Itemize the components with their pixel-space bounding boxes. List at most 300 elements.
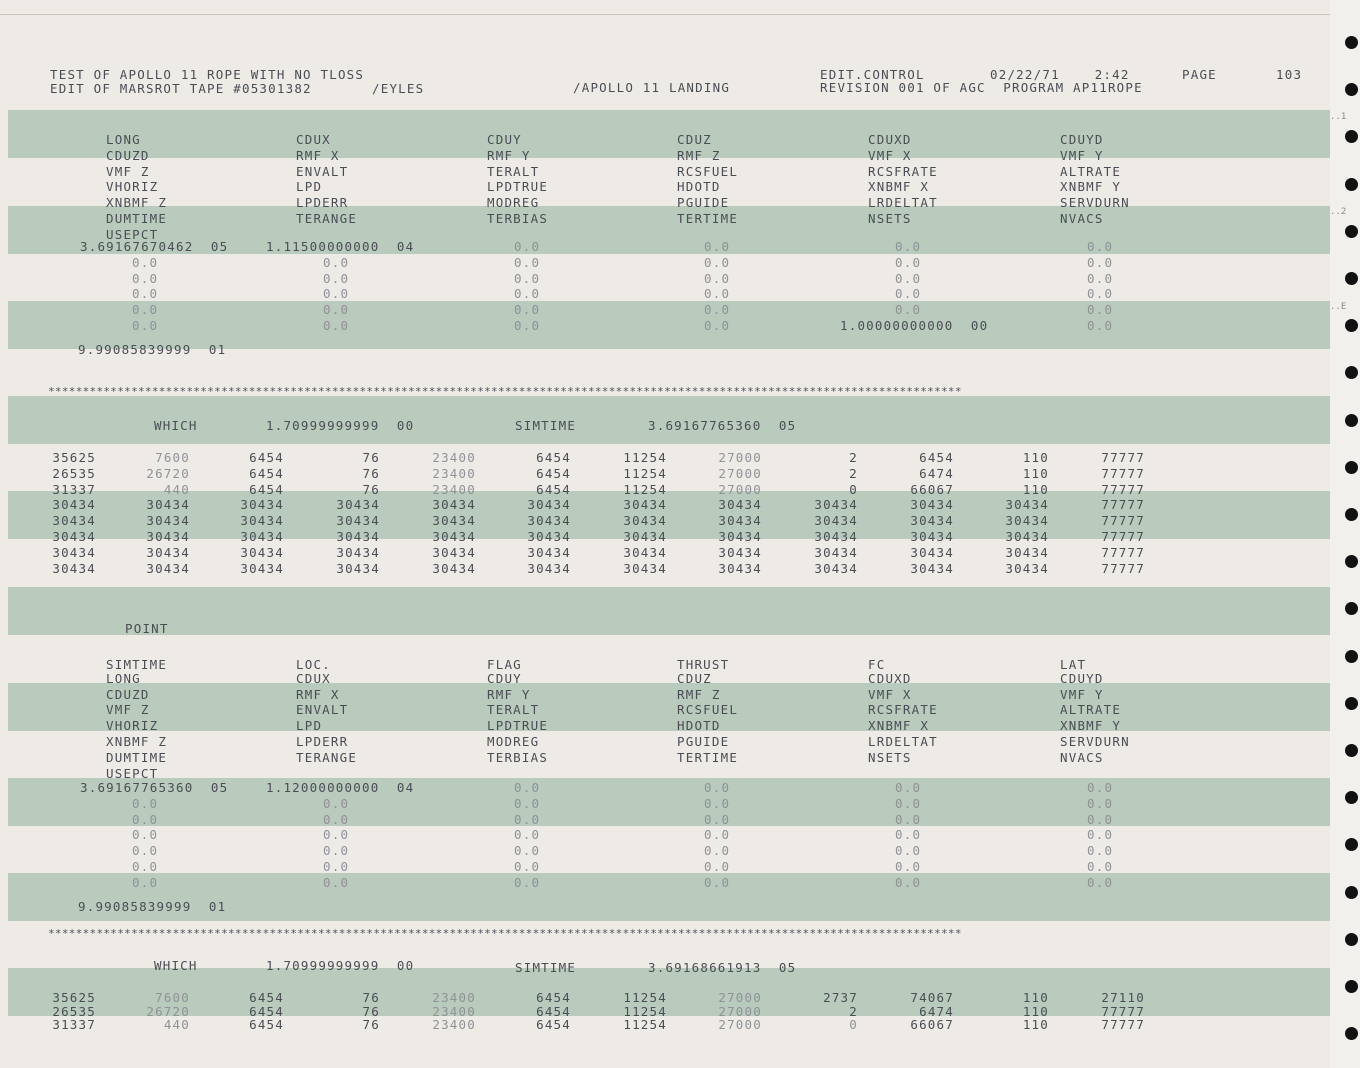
dump-cell: 30434 bbox=[718, 513, 762, 529]
field-label: LONG bbox=[106, 132, 141, 147]
dump-cell: 30434 bbox=[336, 497, 380, 513]
dump-cell: 30434 bbox=[623, 497, 667, 513]
dump-cell: 440 bbox=[163, 1017, 190, 1032]
field-label: PGUIDE bbox=[677, 734, 730, 749]
sprocket-hole bbox=[1345, 414, 1358, 427]
dump-cell: 30434 bbox=[52, 529, 96, 544]
dump-cell: 110 bbox=[1022, 1017, 1049, 1032]
dump-cell: 23400 bbox=[432, 1017, 476, 1032]
sprocket-hole bbox=[1345, 602, 1358, 615]
dump-cell: 23400 bbox=[432, 450, 476, 465]
field-label: VMF Z bbox=[106, 702, 150, 718]
dump-cell: 77777 bbox=[1101, 529, 1145, 544]
dump-cell: 6454 bbox=[536, 481, 571, 497]
field-label: LRDELTAT bbox=[868, 734, 938, 749]
dump-cell: 30434 bbox=[910, 544, 954, 560]
field-label: LONG bbox=[106, 670, 141, 686]
field-value: 0.0 bbox=[323, 302, 350, 318]
field-value: 0.0 bbox=[704, 843, 731, 859]
dump-cell: 30434 bbox=[527, 513, 571, 529]
dump-cell: 30434 bbox=[623, 513, 667, 529]
field-value: 0.0 bbox=[514, 811, 541, 827]
dump-cell: 76 bbox=[362, 450, 380, 465]
field-value: 0.0 bbox=[132, 270, 159, 286]
field-label: XNBMF X bbox=[868, 718, 930, 734]
field-label: CDUZ bbox=[677, 670, 712, 686]
sprocket-hole bbox=[1345, 225, 1358, 238]
dump-cell: 6454 bbox=[249, 990, 284, 1005]
field-label: ENVALT bbox=[296, 163, 349, 179]
field-label: XNBMF Y bbox=[1060, 718, 1122, 734]
dump-cell: 110 bbox=[1022, 465, 1049, 481]
dump-cell: 76 bbox=[362, 990, 380, 1005]
dump-cell: 77777 bbox=[1101, 450, 1145, 465]
header-page-number: 103 bbox=[1276, 67, 1303, 82]
field-label: RMF X bbox=[296, 686, 340, 702]
dump-cell: 6454 bbox=[536, 465, 571, 481]
dump-cell: 110 bbox=[1022, 450, 1049, 465]
simtime-value: 3.69167765360 05 bbox=[648, 418, 797, 433]
sprocket-hole bbox=[1345, 980, 1358, 993]
which-label: WHICH bbox=[154, 418, 198, 433]
dump-cell: 77777 bbox=[1101, 465, 1145, 481]
dump-cell: 30434 bbox=[623, 529, 667, 544]
field-value: 0.0 bbox=[704, 874, 731, 890]
dump-cell: 23400 bbox=[432, 481, 476, 497]
dump-cell: 77777 bbox=[1101, 1017, 1145, 1032]
field-value: 0.0 bbox=[895, 270, 922, 286]
field-label: VMF Y bbox=[1060, 686, 1104, 702]
dump-cell: 30434 bbox=[527, 560, 571, 576]
field-label: USEPCT bbox=[106, 765, 159, 781]
field-value: 0.0 bbox=[323, 811, 350, 827]
dump-cell: 27000 bbox=[718, 481, 762, 497]
field-label: LPD bbox=[296, 179, 323, 195]
dump-cell: 11254 bbox=[623, 1017, 667, 1032]
sprocket-hole bbox=[1345, 178, 1358, 191]
sprocket-hole bbox=[1345, 838, 1358, 851]
field-label: CDUZD bbox=[106, 147, 150, 163]
dump-cell: 7600 bbox=[155, 450, 190, 465]
field-label: ALTRATE bbox=[1060, 702, 1122, 718]
which-value: 1.70999999999 00 bbox=[266, 958, 415, 973]
simtime-label: SIMTIME bbox=[515, 418, 577, 433]
dump-cell: 77777 bbox=[1101, 481, 1145, 497]
field-value: 0.0 bbox=[1087, 270, 1114, 286]
dump-cell: 30434 bbox=[336, 544, 380, 560]
dump-cell: 30434 bbox=[814, 513, 858, 529]
field-label: NSETS bbox=[868, 211, 912, 226]
field-value: 0.0 bbox=[1087, 239, 1114, 254]
sprocket-hole bbox=[1345, 272, 1358, 285]
dump-cell: 76 bbox=[362, 481, 380, 497]
field-label: XNBMF Z bbox=[106, 195, 168, 211]
dump-cell: 30434 bbox=[910, 529, 954, 544]
dump-cell: 6454 bbox=[249, 465, 284, 481]
field-label: NVACS bbox=[1060, 211, 1104, 226]
sprocket-hole bbox=[1345, 319, 1358, 332]
field-value: 0.0 bbox=[514, 286, 541, 302]
dump-cell: 30434 bbox=[432, 497, 476, 513]
dump-cell: 30434 bbox=[52, 544, 96, 560]
dump-cell: 30434 bbox=[146, 529, 190, 544]
field-value: 0.0 bbox=[323, 270, 350, 286]
field-label: VMF X bbox=[868, 147, 912, 163]
field-value: 0.0 bbox=[895, 811, 922, 827]
field-label: RMF Y bbox=[487, 686, 531, 702]
field-value: 0.0 bbox=[132, 827, 159, 843]
field-label: LPDTRUE bbox=[487, 718, 549, 734]
field-value: 0.0 bbox=[514, 254, 541, 270]
dump-cell: 11254 bbox=[623, 450, 667, 465]
field-label: CDUZD bbox=[106, 686, 150, 702]
field-label: SERVDURN bbox=[1060, 734, 1130, 749]
dump-cell: 30434 bbox=[240, 497, 284, 513]
field-value: 0.0 bbox=[704, 811, 731, 827]
sprocket-hole bbox=[1345, 1027, 1358, 1040]
dump-cell: 76 bbox=[362, 1003, 380, 1019]
field-label: VHORIZ bbox=[106, 718, 159, 734]
dump-cell: 6454 bbox=[919, 450, 954, 465]
tear-line bbox=[0, 14, 1330, 15]
dump-cell: 30434 bbox=[432, 513, 476, 529]
sprocket-hole bbox=[1345, 650, 1358, 663]
field-label: DUMTIME bbox=[106, 211, 168, 226]
which-label: WHICH bbox=[154, 958, 198, 973]
dump-cell: 30434 bbox=[146, 560, 190, 576]
field-value: 0.0 bbox=[1087, 843, 1114, 859]
field-label: LOC. bbox=[296, 657, 331, 672]
dump-cell: 6454 bbox=[249, 1003, 284, 1019]
field-value: 0.0 bbox=[1087, 874, 1114, 890]
field-label: TERALT bbox=[487, 163, 540, 179]
field-label: TERTIME bbox=[677, 211, 739, 226]
field-value: 0.0 bbox=[323, 859, 350, 874]
header-revision: REVISION 001 OF AGC PROGRAM AP11ROPE bbox=[820, 80, 1143, 95]
dump-cell: 30434 bbox=[814, 544, 858, 560]
field-value: 0.0 bbox=[1087, 811, 1114, 827]
dump-cell: 27000 bbox=[718, 450, 762, 465]
field-value: 0.0 bbox=[704, 827, 731, 843]
field-value: 0.0 bbox=[1087, 318, 1114, 333]
field-label: CDUY bbox=[487, 132, 522, 147]
field-label: RMF Z bbox=[677, 686, 721, 702]
dump-cell: 26720 bbox=[146, 465, 190, 481]
sprocket-hole bbox=[1345, 744, 1358, 757]
field-value: 0.0 bbox=[323, 318, 350, 333]
field-label: CDUZ bbox=[677, 132, 712, 147]
dump-cell: 26535 bbox=[52, 465, 96, 481]
field-value: 0.0 bbox=[895, 254, 922, 270]
dump-cell: 77777 bbox=[1101, 560, 1145, 576]
dump-cell: 0 bbox=[849, 481, 858, 497]
sprocket-hole bbox=[1345, 886, 1358, 899]
field-label: RCSFUEL bbox=[677, 163, 739, 179]
dump-cell: 7600 bbox=[155, 990, 190, 1005]
dump-cell: 30434 bbox=[240, 529, 284, 544]
field-value: 0.0 bbox=[132, 795, 159, 811]
sprocket-hole bbox=[1345, 36, 1358, 49]
dump-cell: 30434 bbox=[1005, 560, 1049, 576]
sprocket-hole bbox=[1345, 697, 1358, 710]
dump-cell: 6454 bbox=[249, 450, 284, 465]
dump-cell: 30434 bbox=[432, 560, 476, 576]
field-label: RMF Y bbox=[487, 147, 531, 163]
dump-cell: 77777 bbox=[1101, 513, 1145, 529]
field-label: ENVALT bbox=[296, 702, 349, 718]
field-value: 0.0 bbox=[132, 843, 159, 859]
green-band bbox=[8, 587, 1330, 635]
field-value: 1.12000000000 04 bbox=[266, 780, 415, 795]
dump-cell: 30434 bbox=[814, 560, 858, 576]
asterisk-separator: ************************************************************************************************************************************ bbox=[48, 385, 962, 398]
dump-cell: 30434 bbox=[718, 544, 762, 560]
field-value: 0.0 bbox=[132, 302, 159, 318]
field-value: 0.0 bbox=[323, 827, 350, 843]
dump-cell: 11254 bbox=[623, 990, 667, 1005]
field-label: CDUXD bbox=[868, 670, 912, 686]
field-value: 0.0 bbox=[704, 286, 731, 302]
dump-cell: 2737 bbox=[823, 990, 858, 1005]
dump-cell: 6474 bbox=[919, 1003, 954, 1019]
simtime-value: 3.69168661913 05 bbox=[648, 960, 797, 975]
field-label: TERBIAS bbox=[487, 749, 549, 765]
field-label: LPDERR bbox=[296, 734, 349, 749]
field-label: XNBMF Y bbox=[1060, 179, 1122, 195]
dump-cell: 30434 bbox=[1005, 497, 1049, 513]
dump-cell: 30434 bbox=[527, 497, 571, 513]
field-label: VMF Z bbox=[106, 163, 150, 179]
dump-cell: 30434 bbox=[52, 513, 96, 529]
field-label: VMF Y bbox=[1060, 147, 1104, 163]
dump-cell: 77777 bbox=[1101, 1003, 1145, 1019]
field-label: TERTIME bbox=[677, 749, 739, 765]
field-label: ALTRATE bbox=[1060, 163, 1122, 179]
field-value: 0.0 bbox=[323, 254, 350, 270]
field-label: TERBIAS bbox=[487, 211, 549, 226]
field-label: RCSFRATE bbox=[868, 163, 938, 179]
field-label: CDUXD bbox=[868, 132, 912, 147]
dump-cell: 23400 bbox=[432, 465, 476, 481]
field-label: LPDTRUE bbox=[487, 179, 549, 195]
field-value: 0.0 bbox=[895, 239, 922, 254]
dump-cell: 30434 bbox=[240, 560, 284, 576]
field-label: LPDERR bbox=[296, 195, 349, 211]
field-value: 0.0 bbox=[514, 239, 541, 254]
field-label: FLAG bbox=[487, 657, 522, 672]
dump-cell: 110 bbox=[1022, 990, 1049, 1005]
field-value: 0.0 bbox=[704, 780, 731, 795]
dump-cell: 30434 bbox=[240, 544, 284, 560]
field-label: CDUYD bbox=[1060, 670, 1104, 686]
dump-cell: 6454 bbox=[536, 990, 571, 1005]
field-label: HDOTD bbox=[677, 718, 721, 734]
green-band bbox=[8, 110, 1330, 158]
margin-mark: ..2 bbox=[1330, 207, 1347, 217]
field-value: 0.0 bbox=[132, 254, 159, 270]
field-label: XNBMF Z bbox=[106, 734, 168, 749]
field-value: 0.0 bbox=[895, 843, 922, 859]
sprocket-hole bbox=[1345, 791, 1358, 804]
green-band bbox=[8, 873, 1330, 921]
dump-cell: 6474 bbox=[919, 465, 954, 481]
dump-cell: 66067 bbox=[910, 481, 954, 497]
field-value: 0.0 bbox=[514, 827, 541, 843]
field-label: HDOTD bbox=[677, 179, 721, 195]
field-value: 0.0 bbox=[514, 874, 541, 890]
dump-cell: 30434 bbox=[432, 529, 476, 544]
header-user: /EYLES bbox=[372, 81, 425, 96]
field-value: 0.0 bbox=[514, 843, 541, 859]
dump-cell: 27000 bbox=[718, 1003, 762, 1019]
dump-cell: 30434 bbox=[718, 560, 762, 576]
field-value: 0.0 bbox=[895, 874, 922, 890]
dump-cell: 11254 bbox=[623, 465, 667, 481]
field-label: LPD bbox=[296, 718, 323, 734]
field-label: DUMTIME bbox=[106, 749, 168, 765]
field-value: 0.0 bbox=[132, 859, 159, 874]
field-value: 0.0 bbox=[895, 859, 922, 874]
field-label: LAT bbox=[1060, 657, 1087, 672]
field-value: 0.0 bbox=[514, 780, 541, 795]
field-label: TERALT bbox=[487, 702, 540, 718]
dump-cell: 35625 bbox=[52, 990, 96, 1005]
field-value: 0.0 bbox=[704, 302, 731, 318]
field-value: 0.0 bbox=[895, 286, 922, 302]
field-label: CDUY bbox=[487, 670, 522, 686]
header-edit-control: EDIT.CONTROL bbox=[820, 67, 925, 82]
dump-cell: 77777 bbox=[1101, 497, 1145, 513]
field-value: 0.0 bbox=[132, 318, 159, 333]
field-label: CDUX bbox=[296, 132, 331, 147]
dump-cell: 31337 bbox=[52, 1017, 96, 1032]
asterisk-separator: ************************************************************************************************************************************ bbox=[48, 927, 962, 940]
field-value: 1.00000000000 00 bbox=[840, 318, 989, 333]
dump-cell: 27110 bbox=[1101, 990, 1145, 1005]
dump-cell: 30434 bbox=[336, 529, 380, 544]
field-label: USEPCT bbox=[106, 226, 159, 242]
header-title-2: EDIT OF MARSROT TAPE #05301382 bbox=[50, 81, 312, 96]
field-label: FC bbox=[868, 657, 886, 672]
dump-cell: 30434 bbox=[623, 560, 667, 576]
dump-cell: 110 bbox=[1022, 1003, 1049, 1019]
header-landing: /APOLLO 11 LANDING bbox=[573, 80, 731, 95]
dump-cell: 440 bbox=[163, 481, 190, 497]
field-value: 0.0 bbox=[704, 795, 731, 811]
field-value: 0.0 bbox=[704, 859, 731, 874]
dump-cell: 30434 bbox=[52, 560, 96, 576]
field-label: MODREG bbox=[487, 734, 540, 749]
dump-cell: 30434 bbox=[336, 513, 380, 529]
field-value: 0.0 bbox=[895, 780, 922, 795]
dump-cell: 66067 bbox=[910, 1017, 954, 1032]
sprocket-hole bbox=[1345, 933, 1358, 946]
dump-cell: 30434 bbox=[718, 529, 762, 544]
dump-cell: 30434 bbox=[240, 513, 284, 529]
dump-cell: 23400 bbox=[432, 1003, 476, 1019]
margin-mark: ..1 bbox=[1330, 112, 1347, 122]
header-page-label: PAGE bbox=[1182, 67, 1217, 82]
field-label: MODREG bbox=[487, 195, 540, 211]
field-value: 0.0 bbox=[132, 286, 159, 302]
field-label: RCSFUEL bbox=[677, 702, 739, 718]
field-label: VHORIZ bbox=[106, 179, 159, 195]
field-value: 0.0 bbox=[895, 302, 922, 318]
dump-cell: 6454 bbox=[536, 1003, 571, 1019]
dump-cell: 35625 bbox=[52, 450, 96, 465]
dump-cell: 30434 bbox=[52, 497, 96, 513]
field-label: XNBMF X bbox=[868, 179, 930, 195]
field-value: 0.0 bbox=[514, 795, 541, 811]
dump-cell: 23400 bbox=[432, 990, 476, 1005]
dump-cell: 27000 bbox=[718, 1017, 762, 1032]
field-label: RCSFRATE bbox=[868, 702, 938, 718]
field-value: 0.0 bbox=[1087, 286, 1114, 302]
field-value: 0.0 bbox=[132, 874, 159, 890]
field-value: 0.0 bbox=[895, 795, 922, 811]
field-label: LRDELTAT bbox=[868, 195, 938, 211]
dump-cell: 30434 bbox=[814, 497, 858, 513]
dump-cell: 0 bbox=[849, 1017, 858, 1032]
field-value: 0.0 bbox=[1087, 254, 1114, 270]
dump-cell: 11254 bbox=[623, 481, 667, 497]
field-label: RMF Z bbox=[677, 147, 721, 163]
dump-cell: 6454 bbox=[249, 481, 284, 497]
margin-mark: ..E bbox=[1330, 302, 1347, 312]
dump-cell: 30434 bbox=[1005, 513, 1049, 529]
sprocket-hole bbox=[1345, 461, 1358, 474]
dump-cell: 110 bbox=[1022, 481, 1049, 497]
field-value: 0.0 bbox=[323, 874, 350, 890]
sprocket-hole bbox=[1345, 508, 1358, 521]
field-value: 0.0 bbox=[1087, 795, 1114, 811]
field-value: 0.0 bbox=[514, 270, 541, 286]
field-value: 0.0 bbox=[704, 318, 731, 333]
field-value: 0.0 bbox=[704, 239, 731, 254]
field-label: VMF X bbox=[868, 686, 912, 702]
dump-cell: 76 bbox=[362, 465, 380, 481]
dump-cell: 30434 bbox=[910, 513, 954, 529]
dump-cell: 30434 bbox=[527, 544, 571, 560]
which-value: 1.70999999999 00 bbox=[266, 418, 415, 433]
field-value: 0.0 bbox=[514, 302, 541, 318]
field-value: 0.0 bbox=[1087, 827, 1114, 843]
field-value: 0.0 bbox=[1087, 859, 1114, 874]
dump-cell: 30434 bbox=[718, 497, 762, 513]
field-label: NSETS bbox=[868, 749, 912, 765]
field-value: 0.0 bbox=[704, 270, 731, 286]
field-label: SERVDURN bbox=[1060, 195, 1130, 211]
sprocket-hole bbox=[1345, 555, 1358, 568]
field-value: 0.0 bbox=[132, 811, 159, 827]
field-label: TERANGE bbox=[296, 749, 358, 765]
dump-cell: 6454 bbox=[536, 1017, 571, 1032]
dump-cell: 11254 bbox=[623, 1003, 667, 1019]
dump-cell: 77777 bbox=[1101, 544, 1145, 560]
field-value: 0.0 bbox=[514, 859, 541, 874]
field-label: PGUIDE bbox=[677, 195, 730, 211]
dump-cell: 30434 bbox=[1005, 544, 1049, 560]
dump-cell: 2 bbox=[849, 1003, 858, 1019]
dump-cell: 26720 bbox=[146, 1003, 190, 1019]
dump-cell: 6454 bbox=[536, 450, 571, 465]
header-date-time: 02/22/71 2:42 bbox=[990, 67, 1130, 82]
dump-cell: 30434 bbox=[146, 544, 190, 560]
field-value: 0.0 bbox=[704, 254, 731, 270]
point-label: POINT bbox=[125, 621, 169, 636]
dump-cell: 30434 bbox=[336, 560, 380, 576]
field-value: 0.0 bbox=[895, 827, 922, 843]
